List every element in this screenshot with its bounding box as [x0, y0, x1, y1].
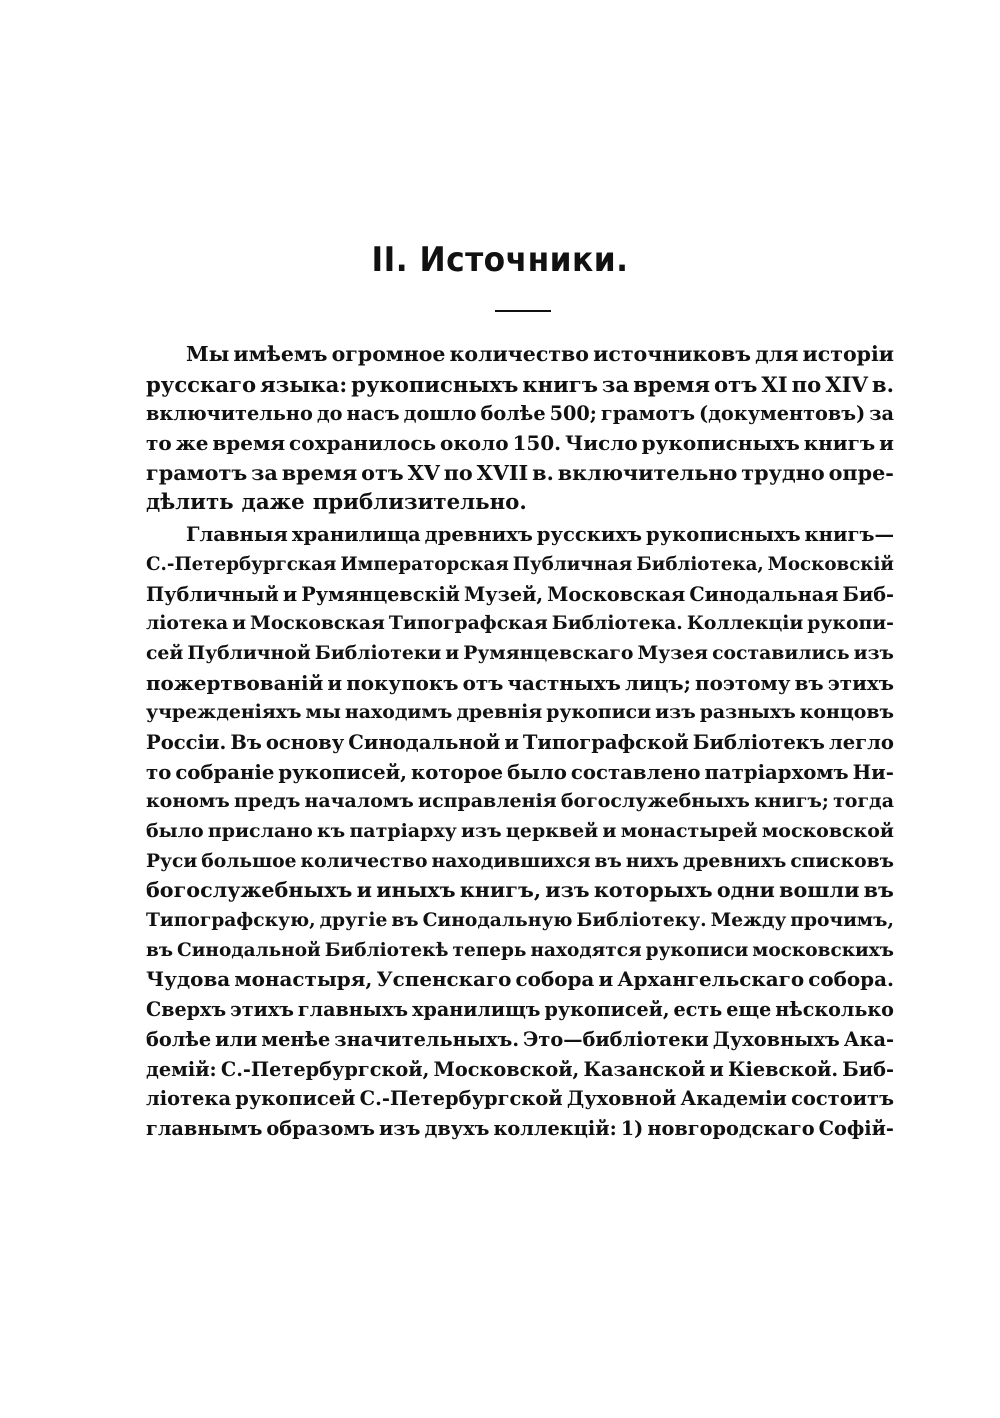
text-line: Руси большое количество находившихся въ нихъ древнихъ списковъ	[146, 849, 894, 872]
text-line: С.-Петербургская Императорская Публичная Библіотека, Московскій	[146, 553, 894, 575]
text-line: Главныя хранилища древнихъ русскихъ рукописныхъ книгъ—	[186, 523, 894, 547]
text-line: учрежденіяхъ мы находимъ древнія рукописи изъ разныхъ концовъ	[146, 701, 894, 724]
text-line: въ Синодальной Библіотекѣ теперь находятся рукописи московскихъ	[146, 939, 894, 961]
text-line: включительно до насъ дошло болѣе 500; грамотъ (документовъ) за	[146, 402, 894, 426]
text-line: болѣе или менѣе значительныхъ. Это—библіотеки Духовныхъ Ака-	[146, 1027, 894, 1051]
text-line: русскаго языка: рукописныхъ книгъ за время отъ XI по XIV в.	[146, 371, 894, 397]
body-text	[146, 340, 894, 1144]
text-line: ліотека рукописей С.-Петербургской Духовной Академіи состоитъ	[146, 1087, 894, 1111]
heading-rule	[495, 310, 551, 312]
text-line: то же время сохранилось около 150. Число рукописныхъ книгъ и	[146, 431, 894, 456]
text-line: дѣлить даже приблизительно.	[146, 490, 527, 516]
text-line: демій: С.-Петербургской, Московской, Казанской и Кіевской. Биб-	[146, 1057, 894, 1081]
text-line: Россіи. Въ основу Синодальной и Типографской Библіотекъ легло	[146, 730, 894, 754]
text-line: Мы имѣемъ огромное количество источниковъ для исторіи	[186, 342, 894, 366]
text-line: ліотека и Московская Типографская Библіотека. Коллекціи рукопи-	[146, 612, 894, 635]
text-line: Публичный и Румянцевскій Музей, Московская Синодальная Биб-	[146, 582, 894, 606]
text-line: было прислано къ патріарху изъ церквей и монастырей московской	[146, 820, 894, 842]
section-heading: II. Источники.	[371, 240, 629, 280]
text-line: грамотъ за время отъ XV по XVII в. включительно трудно опре-	[146, 460, 894, 485]
text-line: кономъ предъ началомъ исправленія богослужебныхъ книгъ; тогда	[146, 790, 894, 813]
text-line: сей Публичной Библіотеки и Румянцевскаго Музея составились изъ	[146, 641, 894, 664]
text-line: Типографскую, другіе въ Синодальную Библіотеку. Между прочимъ,	[146, 909, 894, 932]
text-line: богослужебныхъ и иныхъ книгъ, изъ которыхъ одни вошли въ	[146, 878, 894, 903]
text-line: Сверхъ этихъ главныхъ хранилищъ рукописей, есть еще нѣсколько	[146, 998, 894, 1022]
text-line: Чудова монастыря, Успенскаго собора и Архангельскаго собора.	[146, 967, 894, 992]
paragraph-1	[146, 340, 894, 518]
text-line: главнымъ образомъ изъ двухъ коллекцій: 1) новгородскаго Софій-	[146, 1116, 894, 1140]
paragraph-2	[146, 520, 894, 1143]
text-line: то собраніе рукописей, которое было составлено патріархомъ Ни-	[146, 760, 894, 784]
text-line: пожертвованій и покупокъ отъ частныхъ лицъ; поэтому въ этихъ	[146, 670, 894, 695]
